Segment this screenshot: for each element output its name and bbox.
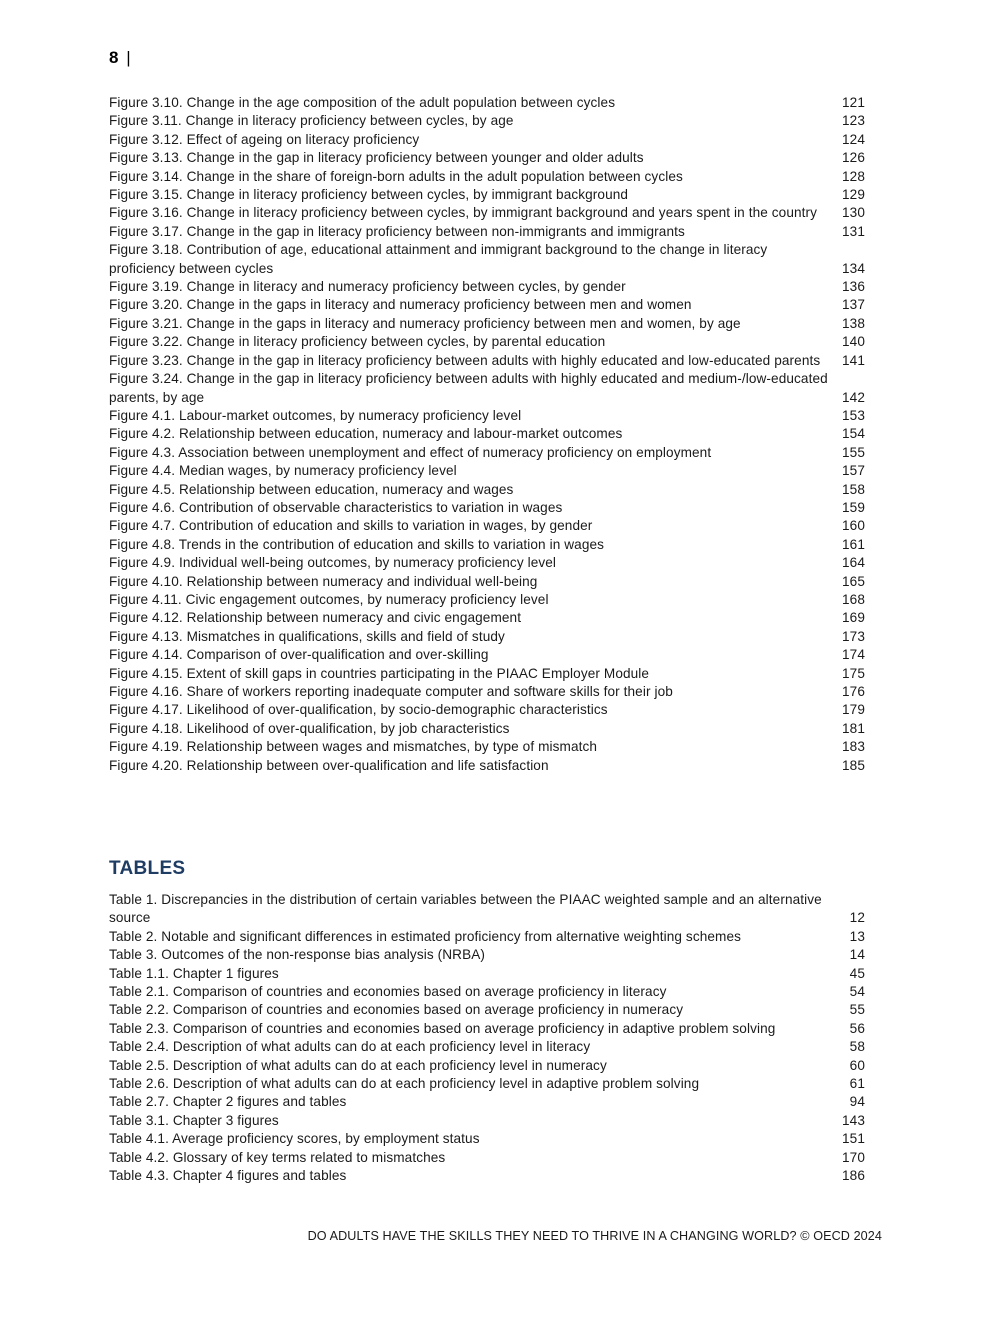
toc-figure-entry[interactable] [109, 462, 865, 480]
toc-figure-entry-title: Figure 4.13. Mismatches in qualifications, skills and field of study [109, 628, 505, 644]
figures-list [109, 94, 865, 775]
toc-table-entry[interactable] [109, 1057, 865, 1075]
toc-figure-entry[interactable] [109, 315, 865, 333]
toc-table-entry-title: Table 3.1. Chapter 3 figures [109, 1112, 279, 1128]
toc-table-entry[interactable] [109, 1020, 865, 1038]
toc-table-entry-title: Table 4.2. Glossary of key terms related to mismatches [109, 1149, 446, 1165]
toc-figure-entry-title: Figure 4.4. Median wages, by numeracy proficiency level [109, 463, 457, 479]
toc-figure-entry[interactable] [109, 683, 865, 701]
toc-figure-entry[interactable] [109, 499, 865, 517]
toc-table-entry-title: Table 2.3. Comparison of countries and economies based on average proficiency in adaptive problem solving [109, 1020, 776, 1036]
toc-figure-entry[interactable] [109, 646, 865, 664]
toc-table-entry-title: Table 3. Outcomes of the non-response bias analysis (NRBA) [109, 947, 486, 963]
toc-figure-entry[interactable] [109, 204, 865, 222]
toc-figure-entry[interactable] [109, 223, 865, 241]
toc-figure-entry-page: 128 [842, 168, 865, 184]
toc-figure-entry[interactable] [109, 757, 865, 775]
toc-figure-entry[interactable] [109, 536, 865, 554]
toc-table-entry-page: 14 [849, 947, 865, 963]
toc-figure-entry[interactable] [109, 665, 865, 683]
toc-table-entry-page: 55 [849, 1002, 865, 1018]
page-footer: DO ADULTS HAVE THE SKILLS THEY NEED TO THRIVE IN A CHANGING WORLD? © OECD 2024 [307, 1229, 882, 1243]
toc-figure-entry-title: Figure 3.21. Change in the gaps in literacy and numeracy proficiency between men and women, by age [109, 315, 741, 331]
toc-figure-entry-page: 176 [842, 684, 865, 699]
toc-figure-entry-page: 185 [842, 757, 865, 773]
toc-figure-entry-title: Figure 3.17. Change in the gap in literacy proficiency between non-immigrants and immigrants [109, 223, 685, 239]
page-number-separator: | [126, 48, 131, 67]
toc-figure-entry-page: 131 [842, 223, 865, 239]
toc-figure-entry[interactable] [109, 591, 865, 609]
toc-figure-entry-title: Figure 4.18. Likelihood of over-qualification, by job characteristics [109, 720, 510, 736]
toc-table-entry[interactable] [109, 891, 865, 928]
toc-figure-entry-page: 158 [842, 481, 865, 497]
toc-table-entry-page: 58 [849, 1039, 865, 1055]
toc-figure-entry-page: 169 [842, 610, 865, 626]
toc-figure-entry[interactable] [109, 628, 865, 646]
toc-figure-entry-title: Figure 4.20. Relationship between over-qualification and life satisfaction [109, 757, 549, 773]
toc-table-entry-title: Table 4.1. Average proficiency scores, by employment status [109, 1131, 480, 1147]
toc-table-entry-title: Table 1. Discrepancies in the distribution of certain variables between the PIAAC weighted sample and an alternative source [109, 892, 822, 926]
toc-figure-entry-page: 121 [842, 95, 865, 110]
toc-figure-entry-page: 173 [842, 628, 865, 644]
toc-table-entry-page: 13 [849, 928, 865, 944]
toc-figure-entry-page: 165 [842, 573, 865, 589]
toc-figure-entry-page: 138 [842, 315, 865, 331]
toc-figure-entry[interactable] [109, 738, 865, 756]
toc-figure-entry[interactable] [109, 701, 865, 719]
toc-table-entry-title: Table 4.3. Chapter 4 figures and tables [109, 1168, 347, 1184]
toc-figure-entry-page: 129 [842, 187, 865, 203]
toc-figure-entry[interactable] [109, 168, 865, 186]
toc-figure-entry-page: 161 [842, 536, 865, 552]
toc-table-entry-title: Table 2.5. Description of what adults can do at each proficiency level in numeracy [109, 1057, 607, 1073]
page-number [109, 48, 131, 68]
toc-figure-entry[interactable] [109, 149, 865, 167]
toc-table-entry-title: Table 2.1. Comparison of countries and economies based on average proficiency in literacy [109, 984, 667, 1000]
toc-figure-entry-title: Figure 4.11. Civic engagement outcomes, by numeracy proficiency level [109, 591, 549, 607]
toc-table-entry-page: 94 [849, 1094, 865, 1110]
toc-table-entry[interactable] [109, 1075, 865, 1093]
toc-figure-entry-page: 141 [842, 352, 865, 368]
toc-figure-entry[interactable] [109, 720, 865, 738]
toc-figure-entry-title: Figure 4.12. Relationship between numeracy and civic engagement [109, 610, 522, 626]
toc-figure-entry-title: Figure 3.19. Change in literacy and numeracy proficiency between cycles, by gender [109, 279, 626, 295]
toc-figure-entry[interactable] [109, 131, 865, 149]
toc-figure-entry-page: 181 [842, 720, 865, 736]
toc-figure-entry-page: 160 [842, 518, 865, 534]
toc-figure-entry-page: 130 [842, 205, 865, 221]
toc-figure-entry[interactable] [109, 278, 865, 296]
toc-figure-entry-title: Figure 4.6. Contribution of observable characteristics to variation in wages [109, 499, 563, 515]
toc-figure-entry-page: 174 [842, 647, 865, 663]
toc-table-entry-page: 56 [849, 1020, 865, 1036]
toc-table-entry-title: Table 1.1. Chapter 1 figures [109, 965, 279, 981]
toc-table-entry-title: Table 2.2. Comparison of countries and economies based on average proficiency in numeracy [109, 1002, 684, 1018]
toc-table-entry-title: Table 2. Notable and significant differences in estimated proficiency from alternative weighting schemes [109, 928, 742, 944]
toc-table-entry[interactable] [109, 946, 865, 964]
toc-figure-entry[interactable] [109, 573, 865, 591]
toc-table-entry-page: 54 [849, 984, 865, 1000]
toc-figure-entry-page: 175 [842, 665, 865, 681]
toc-figure-entry-title: Figure 4.17. Likelihood of over-qualification, by socio-demographic characteristics [109, 702, 608, 718]
toc-figure-entry[interactable] [109, 609, 865, 627]
toc-figure-entry-page: 168 [842, 591, 865, 607]
toc-figure-entry-title: Figure 3.12. Effect of ageing on literacy proficiency [109, 131, 420, 147]
toc-figure-entry[interactable] [109, 554, 865, 572]
toc-figure-entry-page: 164 [842, 555, 865, 571]
toc-figure-entry[interactable] [109, 425, 865, 443]
toc-figure-entry-title: Figure 4.3. Association between unemployment and effect of numeracy proficiency on employment [109, 444, 712, 460]
toc-figure-entry-title: Figure 3.22. Change in literacy proficiency between cycles, by parental education [109, 334, 606, 350]
tables-list [109, 891, 865, 1186]
toc-figure-entry-page: 136 [842, 279, 865, 295]
toc-figure-entry-title: Figure 3.24. Change in the gap in literacy proficiency between adults with highly educated and medium-/low-educated parents, by age [109, 371, 828, 405]
toc-table-entry-page: 151 [842, 1131, 865, 1147]
toc-figure-entry[interactable] [109, 94, 865, 112]
toc-table-entry-title: Table 2.7. Chapter 2 figures and tables [109, 1094, 347, 1110]
toc-table-entry[interactable] [109, 1038, 865, 1056]
toc-table-entry-page: 61 [849, 1076, 865, 1092]
toc-figure-entry[interactable] [109, 370, 865, 407]
toc-table-entry-title: Table 2.4. Description of what adults can do at each proficiency level in literacy [109, 1039, 591, 1055]
toc-figure-entry-title: Figure 4.8. Trends in the contribution of education and skills to variation in wages [109, 536, 605, 552]
toc-figure-entry-page: 137 [842, 297, 865, 313]
toc-figure-entry-title: Figure 3.11. Change in literacy proficiency between cycles, by age [109, 113, 514, 129]
toc-figure-entry-title: Figure 3.10. Change in the age composition of the adult population between cycles [109, 95, 616, 110]
toc-figure-entry-page: 179 [842, 702, 865, 718]
toc-table-entry[interactable] [109, 928, 865, 946]
toc-figure-entry[interactable] [109, 444, 865, 462]
toc-figure-entry-page: 134 [842, 260, 865, 276]
toc-figure-entry-title: Figure 4.9. Individual well-being outcomes, by numeracy proficiency level [109, 555, 557, 571]
toc-figure-entry-title: Figure 3.23. Change in the gap in literacy proficiency between adults with highly educated and low-educated parents [109, 352, 821, 368]
toc-table-entry[interactable] [109, 1112, 865, 1130]
toc-figure-entry-page: 155 [842, 444, 865, 460]
toc-figure-entry[interactable] [109, 352, 865, 370]
tables-heading: TABLES [109, 858, 186, 879]
toc-figure-entry[interactable] [109, 407, 865, 425]
toc-figure-entry-title: Figure 4.15. Extent of skill gaps in countries participating in the PIAAC Employer Module [109, 665, 650, 681]
toc-figure-entry-page: 159 [842, 499, 865, 515]
toc-figure-entry-title: Figure 4.2. Relationship between education, numeracy and labour-market outcomes [109, 426, 623, 442]
toc-figure-entry[interactable] [109, 333, 865, 351]
toc-table-entry[interactable] [109, 983, 865, 1001]
toc-table-entry-page: 12 [849, 910, 865, 926]
toc-figure-entry[interactable] [109, 241, 865, 278]
page-number-value: 8 [109, 48, 119, 67]
toc-figure-entry-title: Figure 3.20. Change in the gaps in literacy and numeracy proficiency between men and women [109, 297, 692, 313]
toc-figure-entry-page: 183 [842, 739, 865, 755]
toc-table-entry-page: 60 [849, 1057, 865, 1073]
toc-table-entry[interactable] [109, 965, 865, 983]
toc-figure-entry-page: 153 [842, 407, 865, 423]
toc-figure-entry-title: Figure 4.19. Relationship between wages and mismatches, by type of mismatch [109, 739, 598, 755]
toc-figure-entry-page: 154 [842, 426, 865, 442]
toc-figure-entry-title: Figure 4.1. Labour-market outcomes, by numeracy proficiency level [109, 407, 522, 423]
toc-figure-entry-page: 157 [842, 463, 865, 479]
toc-figure-entry-page: 126 [842, 150, 865, 166]
toc-figure-entry-title: Figure 3.16. Change in literacy proficiency between cycles, by immigrant background and years spent in the country [109, 205, 818, 221]
toc-figure-entry-title: Figure 4.16. Share of workers reporting inadequate computer and software skills for their job [109, 684, 673, 699]
toc-figure-entry-title: Figure 3.14. Change in the share of foreign-born adults in the adult population between cycles [109, 168, 683, 184]
toc-table-entry[interactable] [109, 1001, 865, 1019]
toc-table-entry-page: 45 [849, 965, 865, 981]
toc-table-entry-page: 170 [842, 1149, 865, 1165]
toc-figure-entry-page: 123 [842, 113, 865, 129]
toc-table-entry[interactable] [109, 1093, 865, 1111]
toc-figure-entry[interactable] [109, 481, 865, 499]
toc-figure-entry-title: Figure 4.5. Relationship between education, numeracy and wages [109, 481, 514, 497]
toc-table-entry[interactable] [109, 1167, 865, 1185]
toc-figure-entry-title: Figure 3.13. Change in the gap in literacy proficiency between younger and older adults [109, 150, 644, 166]
toc-figure-entry[interactable] [109, 296, 865, 314]
toc-figure-entry-page: 140 [842, 334, 865, 350]
toc-figure-entry[interactable] [109, 112, 865, 130]
toc-figure-entry-title: Figure 3.15. Change in literacy proficiency between cycles, by immigrant background [109, 187, 629, 203]
toc-table-entry-page: 186 [842, 1168, 865, 1184]
toc-table-entry-page: 143 [842, 1112, 865, 1128]
toc-figure-entry[interactable] [109, 186, 865, 204]
toc-figure-entry-page: 142 [842, 389, 865, 405]
toc-figure-entry-title: Figure 4.14. Comparison of over-qualification and over-skilling [109, 647, 489, 663]
toc-figure-entry[interactable] [109, 517, 865, 535]
toc-figure-entry-title: Figure 3.18. Contribution of age, educational attainment and immigrant background to the change in literacy proficiency between cycles [109, 242, 768, 276]
toc-table-entry[interactable] [109, 1149, 865, 1167]
toc-figure-entry-title: Figure 4.10. Relationship between numeracy and individual well-being [109, 573, 538, 589]
toc-figure-entry-page: 124 [842, 131, 865, 147]
toc-table-entry[interactable] [109, 1130, 865, 1148]
toc-table-entry-title: Table 2.6. Description of what adults can do at each proficiency level in adaptive problem solving [109, 1076, 700, 1092]
toc-figure-entry-title: Figure 4.7. Contribution of education and skills to variation in wages, by gender [109, 518, 593, 534]
